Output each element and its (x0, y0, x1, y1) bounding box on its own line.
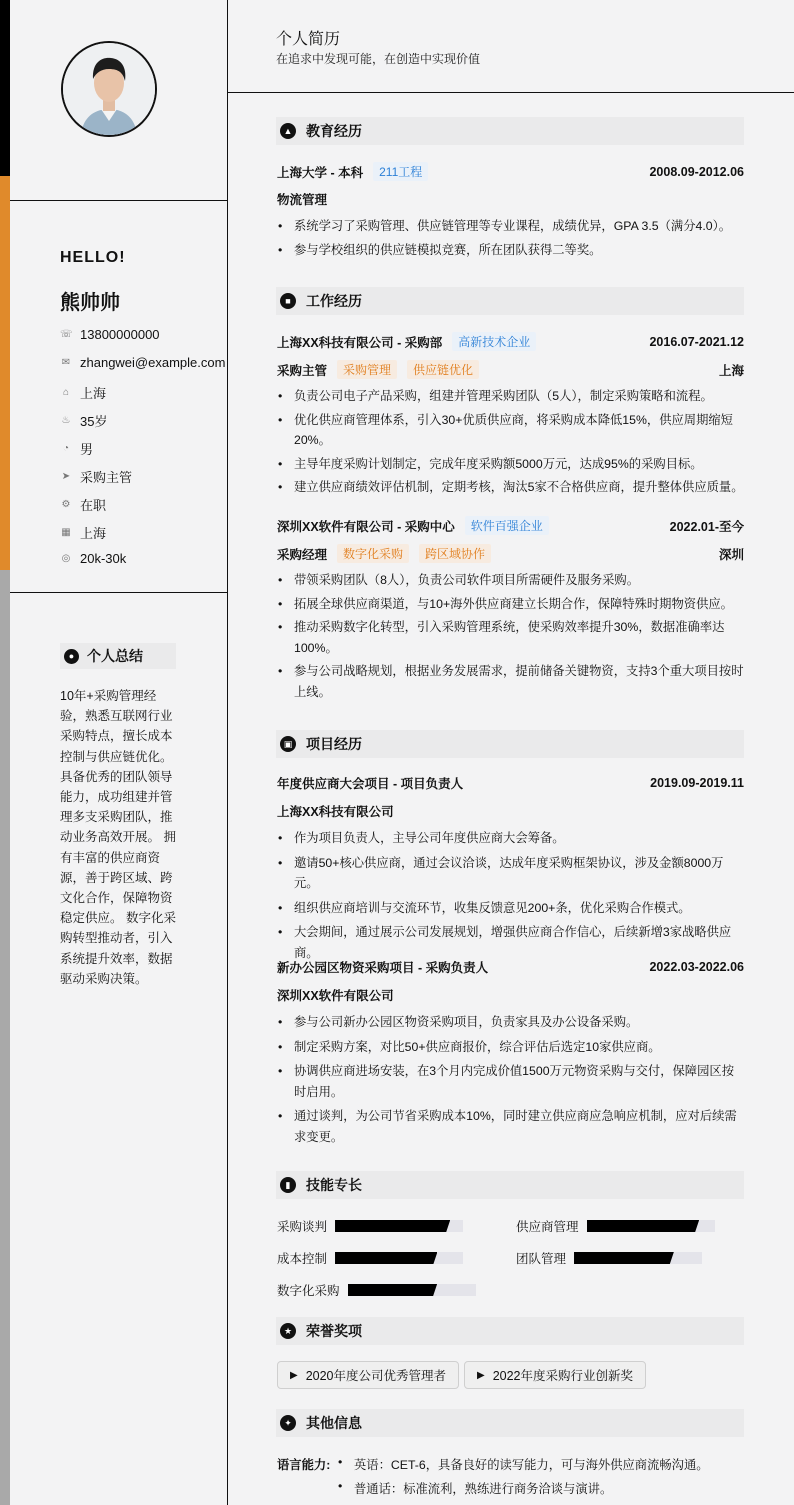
list-item: • 负责公司电子产品采购，组建并管理采购团队（5人），制定采购策略和流程。 (278, 386, 744, 407)
section-title: 教育经历 (306, 123, 362, 139)
award-icon: ★ (280, 1323, 296, 1339)
info-phone (60, 327, 160, 342)
info-gender (60, 439, 93, 458)
skill-bar (335, 1252, 463, 1264)
header-divider (228, 92, 794, 93)
award-badge (464, 1361, 646, 1389)
page-subtitle: 在追求中发现可能，在创造中实现价值 (276, 52, 481, 66)
skill-item (277, 1249, 463, 1267)
list-item: • 作为项目负责人，主导公司年度供应商大会筹备。 (278, 828, 744, 849)
project-org-row (277, 802, 744, 820)
job-row (277, 332, 744, 351)
skill-item (277, 1281, 476, 1299)
list-item: • 参与公司新办公园区物资采购项目，负责家具及办公设备采购。 (278, 1012, 744, 1033)
skill-bar (574, 1252, 702, 1264)
list-item: • 建立供应商绩效评估机制，定期考核，淘汰5家不合格供应商，提升整体供应质量。 (278, 477, 744, 498)
salary-icon: ◎ (61, 552, 71, 564)
company-name: 深圳XX软件有限公司 - 采购中心 (277, 519, 455, 534)
list-item: • 推动采购数字化转型，引入采购管理系统，使采购效率提升30%，数据准确率达100%。 (278, 617, 744, 658)
major: 物流管理 (277, 193, 328, 207)
company-tag: 高新技术企业 (452, 332, 536, 351)
section-work (276, 287, 744, 315)
project-name: 新办公园区物资采购项目 - 采购负责人 (277, 961, 489, 975)
project-org: 深圳XX软件有限公司 (277, 989, 394, 1003)
info-email (60, 355, 225, 370)
skill-tag: 数字化采购 (337, 544, 409, 563)
skill-name: 成本控制 (277, 1252, 328, 1266)
job-period: 2016.07-2021.12 (649, 334, 744, 349)
award-badge (277, 1361, 459, 1389)
skill-item (516, 1217, 715, 1235)
section-education (276, 117, 744, 145)
section-title: 项目经历 (306, 736, 362, 752)
bar-chart-icon: ▮ (280, 1177, 296, 1193)
skill-name: 供应商管理 (516, 1220, 579, 1234)
age-text: 35岁 (80, 414, 108, 429)
info-status (60, 495, 106, 514)
page-title: 个人简历 (276, 31, 341, 48)
skill-tag: 跨区域协作 (419, 544, 491, 563)
section-projects (276, 730, 744, 758)
job-row (277, 516, 744, 535)
summary-title: 个人总结 (87, 648, 143, 664)
project-period: 2022.03-2022.06 (649, 960, 744, 974)
skill-bar-fill (348, 1284, 438, 1296)
project-row (277, 958, 744, 976)
section-other (276, 1409, 744, 1437)
project-row (277, 774, 744, 792)
award-label: 2022年度采购行业创新奖 (492, 1369, 634, 1383)
school-name: 上海大学 - 本科 (277, 165, 364, 180)
list-item: • 大会期间，通过展示公司发展规划，增强供应商合作信心，后续新增3家战略供应商。 (278, 922, 744, 963)
education-period: 2008.09-2012.06 (649, 164, 744, 179)
position-text: 采购主管 (80, 470, 133, 485)
phone-text: 13800000000 (80, 327, 160, 342)
summary-heading (60, 643, 176, 669)
briefcase-icon: ■ (280, 293, 296, 309)
company-tag: 软件百强企业 (465, 516, 549, 535)
skill-bar (587, 1220, 715, 1232)
gender-icon: ◔ (62, 442, 70, 454)
mail-icon: ✉ (61, 356, 71, 368)
job-role-row (277, 544, 744, 563)
list-item: • 参与学校组织的供应链模拟竞赛，所在团队获得二等奖。 (278, 240, 744, 261)
list-item: • 英语：CET-6，具备良好的读写能力，可与海外供应商流畅沟通。 (338, 1455, 709, 1473)
project-org-row (277, 986, 744, 1004)
skill-tag: 供应链优化 (407, 360, 479, 379)
skill-tag: 采购管理 (337, 360, 397, 379)
sidebar-divider (10, 592, 227, 593)
status-text: 在职 (80, 498, 107, 513)
section-skills (276, 1171, 744, 1199)
cake-icon: ♨ (61, 414, 71, 426)
school-tag: 211工程 (373, 162, 428, 181)
project-bullets (278, 1012, 744, 1147)
education-bullets (278, 216, 744, 260)
job-role: 采购经理 (277, 547, 328, 562)
skill-item (277, 1217, 463, 1235)
accent-strip-top (0, 0, 10, 176)
skill-name: 采购谈判 (277, 1220, 328, 1234)
language-label: 语言能力: (277, 1458, 331, 1472)
list-item: • 普通话：标准流利，熟练进行商务洽谈与演讲。 (338, 1479, 612, 1497)
greeting: HELLO! (60, 249, 126, 266)
skill-bar-fill (335, 1252, 437, 1264)
job-role: 采购主管 (277, 363, 328, 378)
skill-bar-fill (574, 1252, 674, 1264)
skill-name: 团队管理 (516, 1252, 567, 1266)
building-icon: ▦ (61, 526, 71, 538)
job-role-row (277, 360, 744, 379)
language-item (338, 1479, 612, 1497)
info-home (60, 383, 106, 402)
status-icon: ⚙ (61, 498, 71, 510)
project-bullets (278, 828, 744, 963)
major-row (277, 190, 744, 208)
person-name: 熊帅帅 (60, 292, 120, 314)
skill-bar-fill (587, 1220, 700, 1232)
info-salary (60, 551, 126, 566)
list-item: • 优化供应商管理体系，引入30+优质供应商，将采购成本降低15%，供应周期缩短20%。 (278, 410, 744, 451)
graduation-cap-icon: ▲ (280, 123, 296, 139)
avatar (61, 41, 157, 137)
info-city (60, 523, 106, 542)
sidebar-divider (10, 200, 227, 201)
language-item (338, 1455, 709, 1473)
accent-strip-middle (0, 176, 10, 570)
list-item: • 通过谈判，为公司节省采购成本10%，同时建立供应商应急响应机制，应对后续需求变更。 (278, 1106, 744, 1147)
skill-bar (348, 1284, 476, 1296)
list-item: • 协调供应商进场安装，在3个月内完成价值1500万元物资采购与交付，保障园区按时启用。 (278, 1061, 744, 1102)
section-title: 其他信息 (306, 1415, 362, 1431)
user-icon: ● (64, 649, 79, 664)
list-item: • 拓展全球供应商渠道，与10+海外供应商建立长期合作，保障特殊时期物资供应。 (278, 594, 744, 615)
gender-text: 男 (80, 442, 94, 457)
list-item: • 邀请50+核心供应商，通过会议洽谈，达成年度采购框架协议，涉及金额8000万元。 (278, 853, 744, 894)
salary-text: 20k-30k (80, 551, 127, 566)
info-icon: ✦ (280, 1415, 296, 1431)
education-row (277, 162, 744, 181)
skill-bar (335, 1220, 463, 1232)
section-title: 荣誉奖项 (306, 1323, 362, 1339)
send-icon: ➤ (61, 470, 71, 482)
phone-icon: ☏ (60, 328, 73, 340)
award-label: 2020年度公司优秀管理者 (305, 1369, 447, 1383)
skill-bar-fill (335, 1220, 450, 1232)
job-city: 上海 (718, 363, 744, 378)
list-item: • 组织供应商培训与交流环节，收集反馈意见200+条，优化采购合作模式。 (278, 898, 744, 919)
grid-icon: ▣ (280, 736, 296, 752)
home-text: 上海 (80, 386, 107, 401)
list-item: • 带领采购团队（8人），负责公司软件项目所需硬件及服务采购。 (278, 570, 744, 591)
job-bullets (278, 570, 744, 702)
email-text: zhangwei@example.com (80, 355, 226, 370)
job-city: 深圳 (718, 547, 744, 562)
home-icon: ⌂ (62, 386, 70, 398)
job-bullets (278, 386, 744, 498)
list-item: • 参与公司战略规划，根据业务发展需求，提前储备关键物资，支持3个重大项目按时上线。 (278, 661, 744, 702)
company-name: 上海XX科技有限公司 - 采购部 (277, 335, 443, 350)
job-period: 2022.01-至今 (669, 519, 744, 534)
project-org: 上海XX科技有限公司 (277, 805, 394, 819)
section-title: 技能专长 (306, 1177, 362, 1193)
info-age (60, 411, 107, 430)
project-name: 年度供应商大会项目 - 项目负责人 (277, 777, 464, 791)
summary-text: 10年+采购管理经验，熟悉互联网行业采购特点，擅长成本控制与供应链优化。 具备优秀的团队领导能力，成功组建并管理多支采购团队，推动业务高效开展。 拥有丰富的供应商资源，善于跨区域、跨文化合作，保障物资稳定供应。 数字化采购转型推动者，引入系统提升效率，数据驱动采购决策。 (60, 689, 176, 986)
skill-name: 数字化采购 (277, 1284, 340, 1298)
section-title: 工作经历 (306, 293, 362, 309)
list-item: • 系统学习了采购管理、供应链管理等专业课程，成绩优异，GPA 3.5（满分4.0）。 (278, 216, 744, 237)
section-awards (276, 1317, 744, 1345)
triangle-right-icon: ▶ (477, 1369, 485, 1381)
project-period: 2019.09-2019.11 (650, 776, 744, 790)
list-item: • 主导年度采购计划制定，完成年度采购额5000万元，达成95%的采购目标。 (278, 454, 744, 475)
skill-item (516, 1249, 702, 1267)
accent-strip-bottom (0, 570, 10, 1505)
list-item: • 制定采购方案，对比50+供应商报价，综合评估后选定10家供应商。 (278, 1037, 744, 1058)
info-position (60, 467, 132, 486)
city-text: 上海 (80, 526, 107, 541)
triangle-right-icon: ▶ (290, 1369, 298, 1381)
